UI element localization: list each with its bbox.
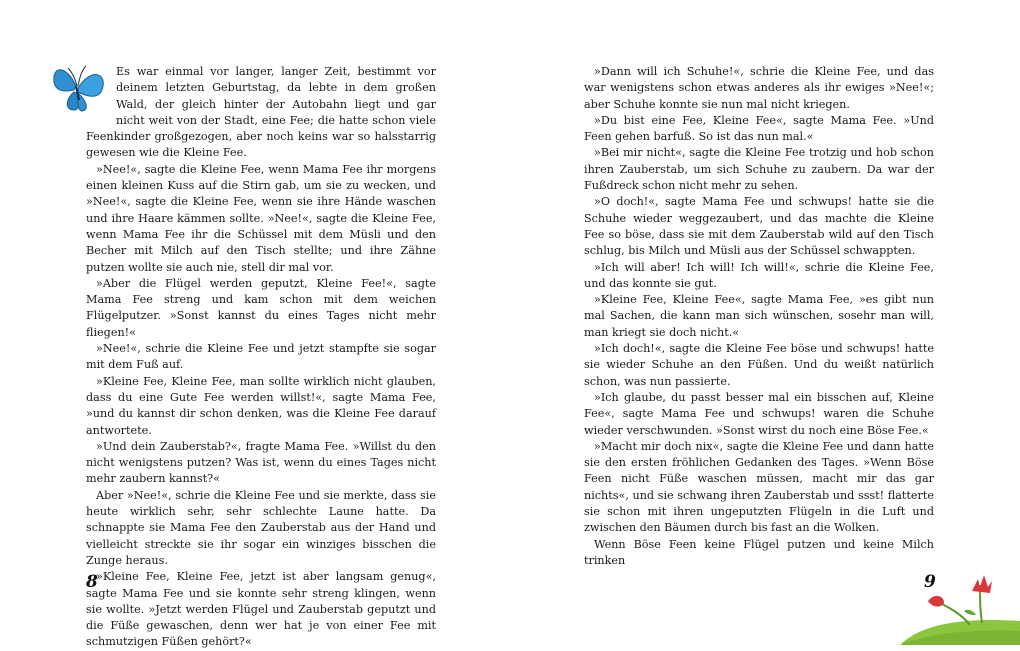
right-page-text [584, 64, 934, 569]
paragraph: »Kleine Fee, Kleine Fee, jetzt ist aber langsam genug«, sagte Mama Fee und sie konnte sehr streng klingen, wenn sie wollte. »Jetzt werden Flügel und Zauberstab geputzt und die Füße gewaschen, denn wer hat je von einer Fee mit schmutzigen Füßen gehört?« [86, 570, 436, 649]
page-number-left: 8 [86, 572, 98, 592]
paragraph: »Nee!«, schrie die Kleine Fee und jetzt stampfte sie sogar mit dem Fuß auf. [86, 342, 436, 372]
paragraph: Wenn Böse Feen keine Flügel putzen und keine Milch trinken [584, 537, 934, 567]
paragraph: Es war einmal vor langer, langer Zeit, bestimmt vor deinem letzten Geburtstag, da lebte in dem großen Wald, der gleich hinter der Autobahn liegt und gar nicht weit von der Stadt, eine Fee; die hatte schon viele Feenkinder großgezogen, aber noch keins war so halsstarrig gewesen wie die Kleine Fee. [86, 65, 436, 160]
paragraph: »Macht mir doch nix«, sagte die Kleine Fee und dann hatte sie den ersten fröhlichen Gedanken des Tages. »Wenn Böse Feen nicht Füße waschen müssen, macht mir das gar nichts«, und sie schwang ihren Zauberstab und ssst! flatterte sie schon mit ihren ungeputzten Flügeln in die Luft und zwischen den Bäumen durch bis fast an die Wolken. [584, 439, 934, 535]
paragraph: Aber »Nee!«, schrie die Kleine Fee und sie merkte, dass sie heute wirklich sehr, sehr schlechte Laune hatte. Da schnappte sie Mama Fee den Zauberstab aus der Hand und vielleicht streckte sie ihr sogar ein winziges bisschen die Zunge heraus. [86, 488, 436, 567]
paragraph: »Dann will ich Schuhe!«, schrie die Kleine Fee, und das war wenigstens schon etwas anderes als ihr ewiges »Nee!«; aber Schuhe konnte sie nun mal nicht kriegen. [584, 65, 934, 111]
flowers-icon [900, 565, 1020, 645]
paragraph: »Ich glaube, du passt besser mal ein bisschen auf, Kleine Fee«, sagte Mama Fee und schwups! waren die Schuhe wieder verschwunden. »Sonst wirst du noch eine Böse Fee.« [584, 390, 934, 437]
paragraph: »Kleine Fee, Kleine Fee, man sollte wirklich nicht glauben, dass du eine Gute Fee werden willst!«, sagte Mama Fee, »und du kannst dir schon denken, was die Kleine Fee darauf antwortete. [86, 374, 436, 437]
page-number-right: 9 [924, 572, 936, 592]
paragraph: »Aber die Flügel werden geputzt, Kleine Fee!«, sagte Mama Fee streng und kam schon mit dem weichen Flügelputzer. »Sonst kannst du eines Tages nicht mehr fliegen!« [86, 276, 436, 339]
paragraph: »Ich will aber! Ich will! Ich will!«, schrie die Kleine Fee, und das konnte sie gut. [584, 260, 934, 290]
paragraph: »Du bist eine Fee, Kleine Fee«, sagte Mama Fee. »Und Feen gehen barfuß. So ist das nun mal.« [584, 113, 934, 144]
paragraph: »O doch!«, sagte Mama Fee und schwups! hatte sie die Schuhe wieder weggezaubert, und das machte die Kleine Fee so böse, dass sie mit dem Zauberstab wild auf den Tisch schlug, bis Milch und Müsli aus der Schüssel schwappten. [584, 195, 934, 258]
left-page-text [86, 64, 436, 651]
paragraph: »Nee!«, sagte die Kleine Fee, wenn Mama Fee ihr morgens einen kleinen Kuss auf die Stirn gab, um sie zu wecken, und »Nee!«, sagte die Kleine Fee, wenn sie ihre Hände waschen und ihre Haare kämmen sollte. »Nee!«, sagte die Kleine Fee, wenn Mama Fee ihr die Schüssel mit dem Müsli und den Becher mit Milch auf den Tisch stellte; und ihre Zähne putzen wollte sie auch nie, stell dir mal vor. [86, 162, 436, 274]
paragraph: »Kleine Fee, Kleine Fee«, sagte Mama Fee, »es gibt nun mal Sachen, die kann man sich wünschen, sosehr man will, man kriegt sie doch nicht.« [584, 293, 934, 339]
paragraph: »Ich doch!«, sagte die Kleine Fee böse und schwups! hatte sie wieder Schuhe an den Füßen. Und du weißt natürlich schon, was nun passierte. [584, 342, 934, 388]
paragraph: »Und dein Zauberstab?«, fragte Mama Fee. »Willst du den nicht wenigstens putzen? Was ist, wenn du eines Tages nicht mehr zaubern kannst?« [86, 439, 436, 486]
paragraph: »Bei mir nicht«, sagte die Kleine Fee trotzig und hob schon ihren Zauberstab, um sich Schuhe zu zaubern. Da war der Fußdreck schon nicht mehr zu sehen. [584, 146, 934, 193]
